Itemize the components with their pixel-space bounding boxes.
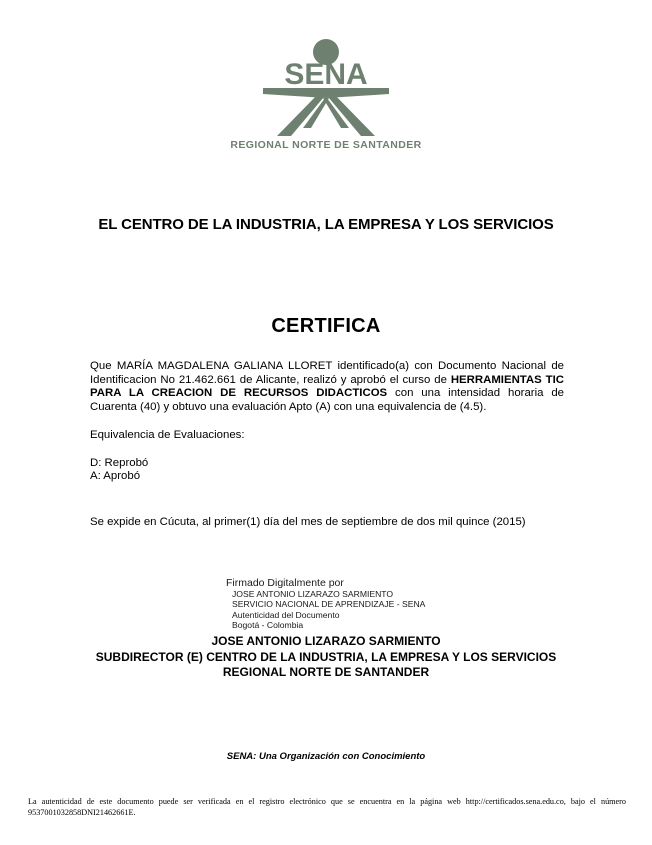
organization-title: EL CENTRO DE LA INDUSTRIA, LA EMPRESA Y LOS SERVICIOS <box>98 216 554 233</box>
sena-tagline: SENA: Una Organización con Conocimiento <box>226 751 426 762</box>
sena-logo-icon <box>251 36 401 136</box>
signatory-name: JOSE ANTONIO LIZARAZO SARMIENTO <box>211 634 441 648</box>
signature-stamp-name: JOSE ANTONIO LIZARAZO SARMIENTO <box>232 589 394 599</box>
sena-wordmark: SENA <box>284 58 368 91</box>
certifica-heading: CERTIFICA <box>271 315 381 337</box>
statement-intro: Que MARÍA MAGDALENA GALIANA LLORET identificado(a) con Documento Nacional de Identificacion No 21.462.661 de Alicante, realizó y aprobó el curso de <box>90 360 564 386</box>
statement-outro: con una intensidad horaria de Cuarenta (40) y obtuvo una evaluación Apto (A) con una equivalencia de (4.5). <box>90 387 564 413</box>
signatory-position: SUBDIRECTOR (E) CENTRO DE LA INDUSTRIA, LA EMPRESA Y LOS SERVICIOS <box>95 649 557 664</box>
signature-stamp-details <box>226 589 425 630</box>
scale-item-a: A: Aprobó <box>90 470 141 483</box>
signature-stamp-purpose: Autenticidad del Documento <box>232 609 340 620</box>
equivalence-label: Equivalencia de Evaluaciones: <box>90 429 245 442</box>
digital-signature-stamp <box>226 577 425 630</box>
sena-logo-block <box>0 36 652 151</box>
signature-stamp-heading: Firmado Digitalmente por <box>226 577 344 589</box>
certificate-statement <box>90 360 564 414</box>
signature-stamp-location: Bogotá - Colombia <box>232 619 304 630</box>
signatory-block <box>0 634 652 681</box>
scale-item-d: D: Reprobó <box>90 456 149 469</box>
signature-stamp-entity: SERVICIO NACIONAL DE APRENDIZAJE - SENA <box>232 599 426 610</box>
expedition-line: Se expide en Cúcuta, al primer(1) día del mes de septiembre de dos mil quince (2015) <box>90 515 526 528</box>
verification-footer: La autenticidad de este documento puede ser verificada en el registro electrónico que se encuentra en la página web http://certificados.sena.edu.co, bajo el número 9537001032858DNI21462661E. <box>28 797 626 817</box>
certificate-body <box>90 360 564 529</box>
equivalence-scale <box>90 457 564 484</box>
signatory-region: REGIONAL NORTE DE SANTANDER <box>222 665 430 679</box>
logo-subtitle: REGIONAL NORTE DE SANTANDER <box>230 139 422 151</box>
course-name: HERRAMIENTAS TIC PARA LA CREACION DE RECURSOS DIDACTICOS <box>90 373 564 400</box>
